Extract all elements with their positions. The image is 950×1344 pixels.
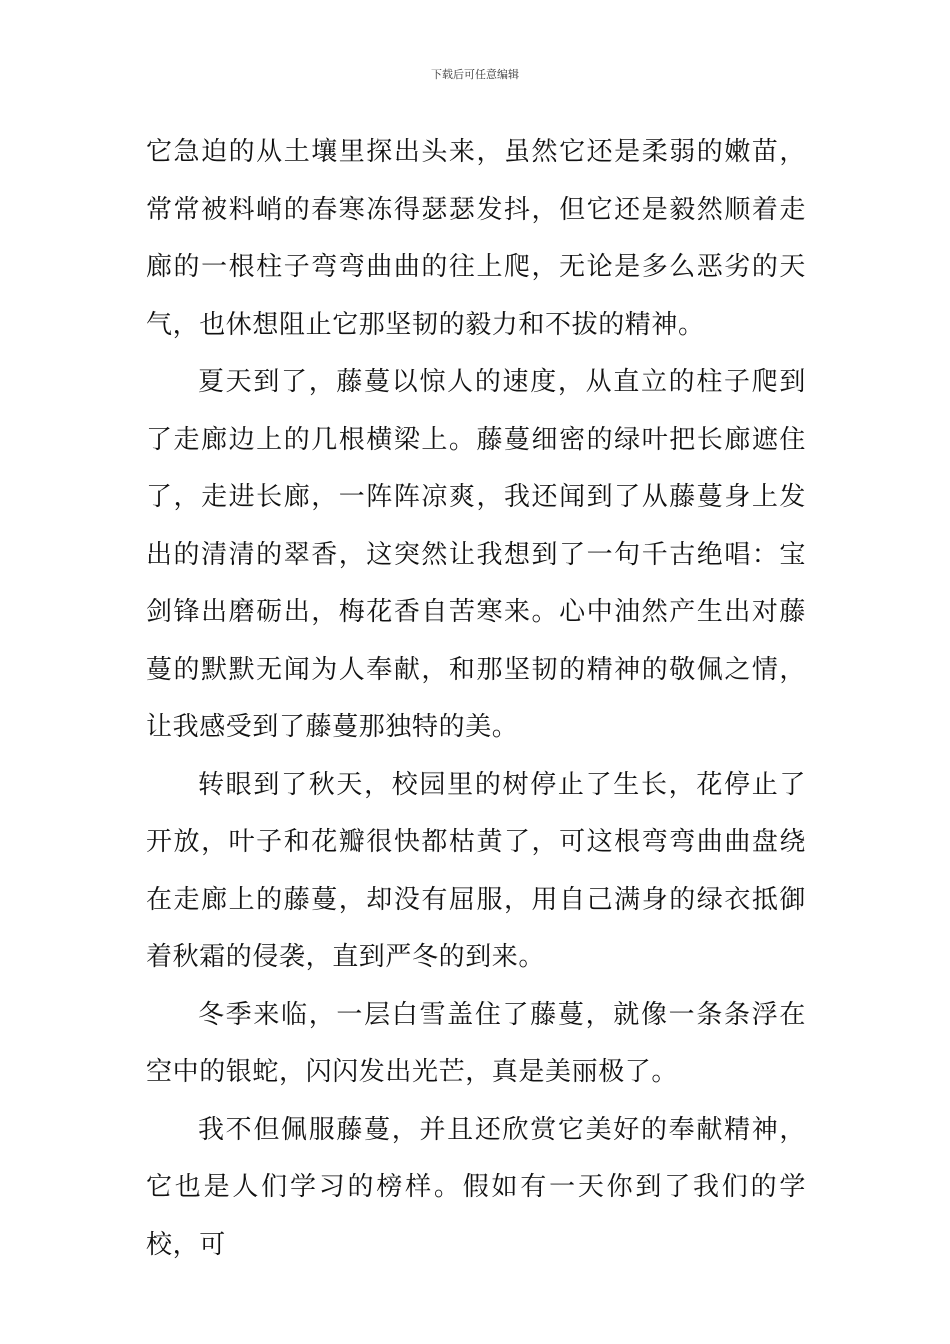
paragraph-2: 夏天到了，藤蔓以惊人的速度，从直立的柱子爬到了走廊边上的几根横梁上。藤蔓细密的绿叶把长廊遮住了，走进长廊，一阵阵凉爽，我还闻到了从藤蔓身上发出的清清的翠香，这突然让我想到了一句千古绝唱：宝剑锋出磨砺出，梅花香自苦寒来。心中油然产生出对藤蔓的默默无闻为人奉献，和那坚韧的精神的敬佩之情，让我感受到了藤蔓那独特的美。 xyxy=(146,367,806,742)
paragraph-4: 冬季来临，一层白雪盖住了藤蔓，就像一条条浮在空中的银蛇，闪闪发出光芒，真是美丽极了。 xyxy=(146,999,806,1087)
page-header: 下载后可任意编辑 xyxy=(431,68,519,81)
paragraph-3: 转眼到了秋天，校园里的树停止了生长，花停止了开放，叶子和花瓣很快都枯黄了，可这根弯弯曲曲盘绕在走廊上的藤蔓，却没有屈服，用自己满身的绿衣抵御着秋霜的侵袭，直到严冬的到来。 xyxy=(146,769,806,972)
paragraph-1: 它急迫的从土壤里探出头来，虽然它还是柔弱的嫩苗，常常被料峭的春寒冻得瑟瑟发抖，但它还是毅然顺着走廊的一根柱子弯弯曲曲的往上爬，无论是多么恶劣的天气，也休想阻止它那坚韧的毅力和不拔的精神。 xyxy=(146,137,806,340)
paragraph-5: 我不但佩服藤蔓，并且还欣赏它美好的奉献精神，它也是人们学习的榜样。假如有一天你到了我们的学校，可 xyxy=(146,1114,806,1260)
document-body xyxy=(146,124,806,1274)
